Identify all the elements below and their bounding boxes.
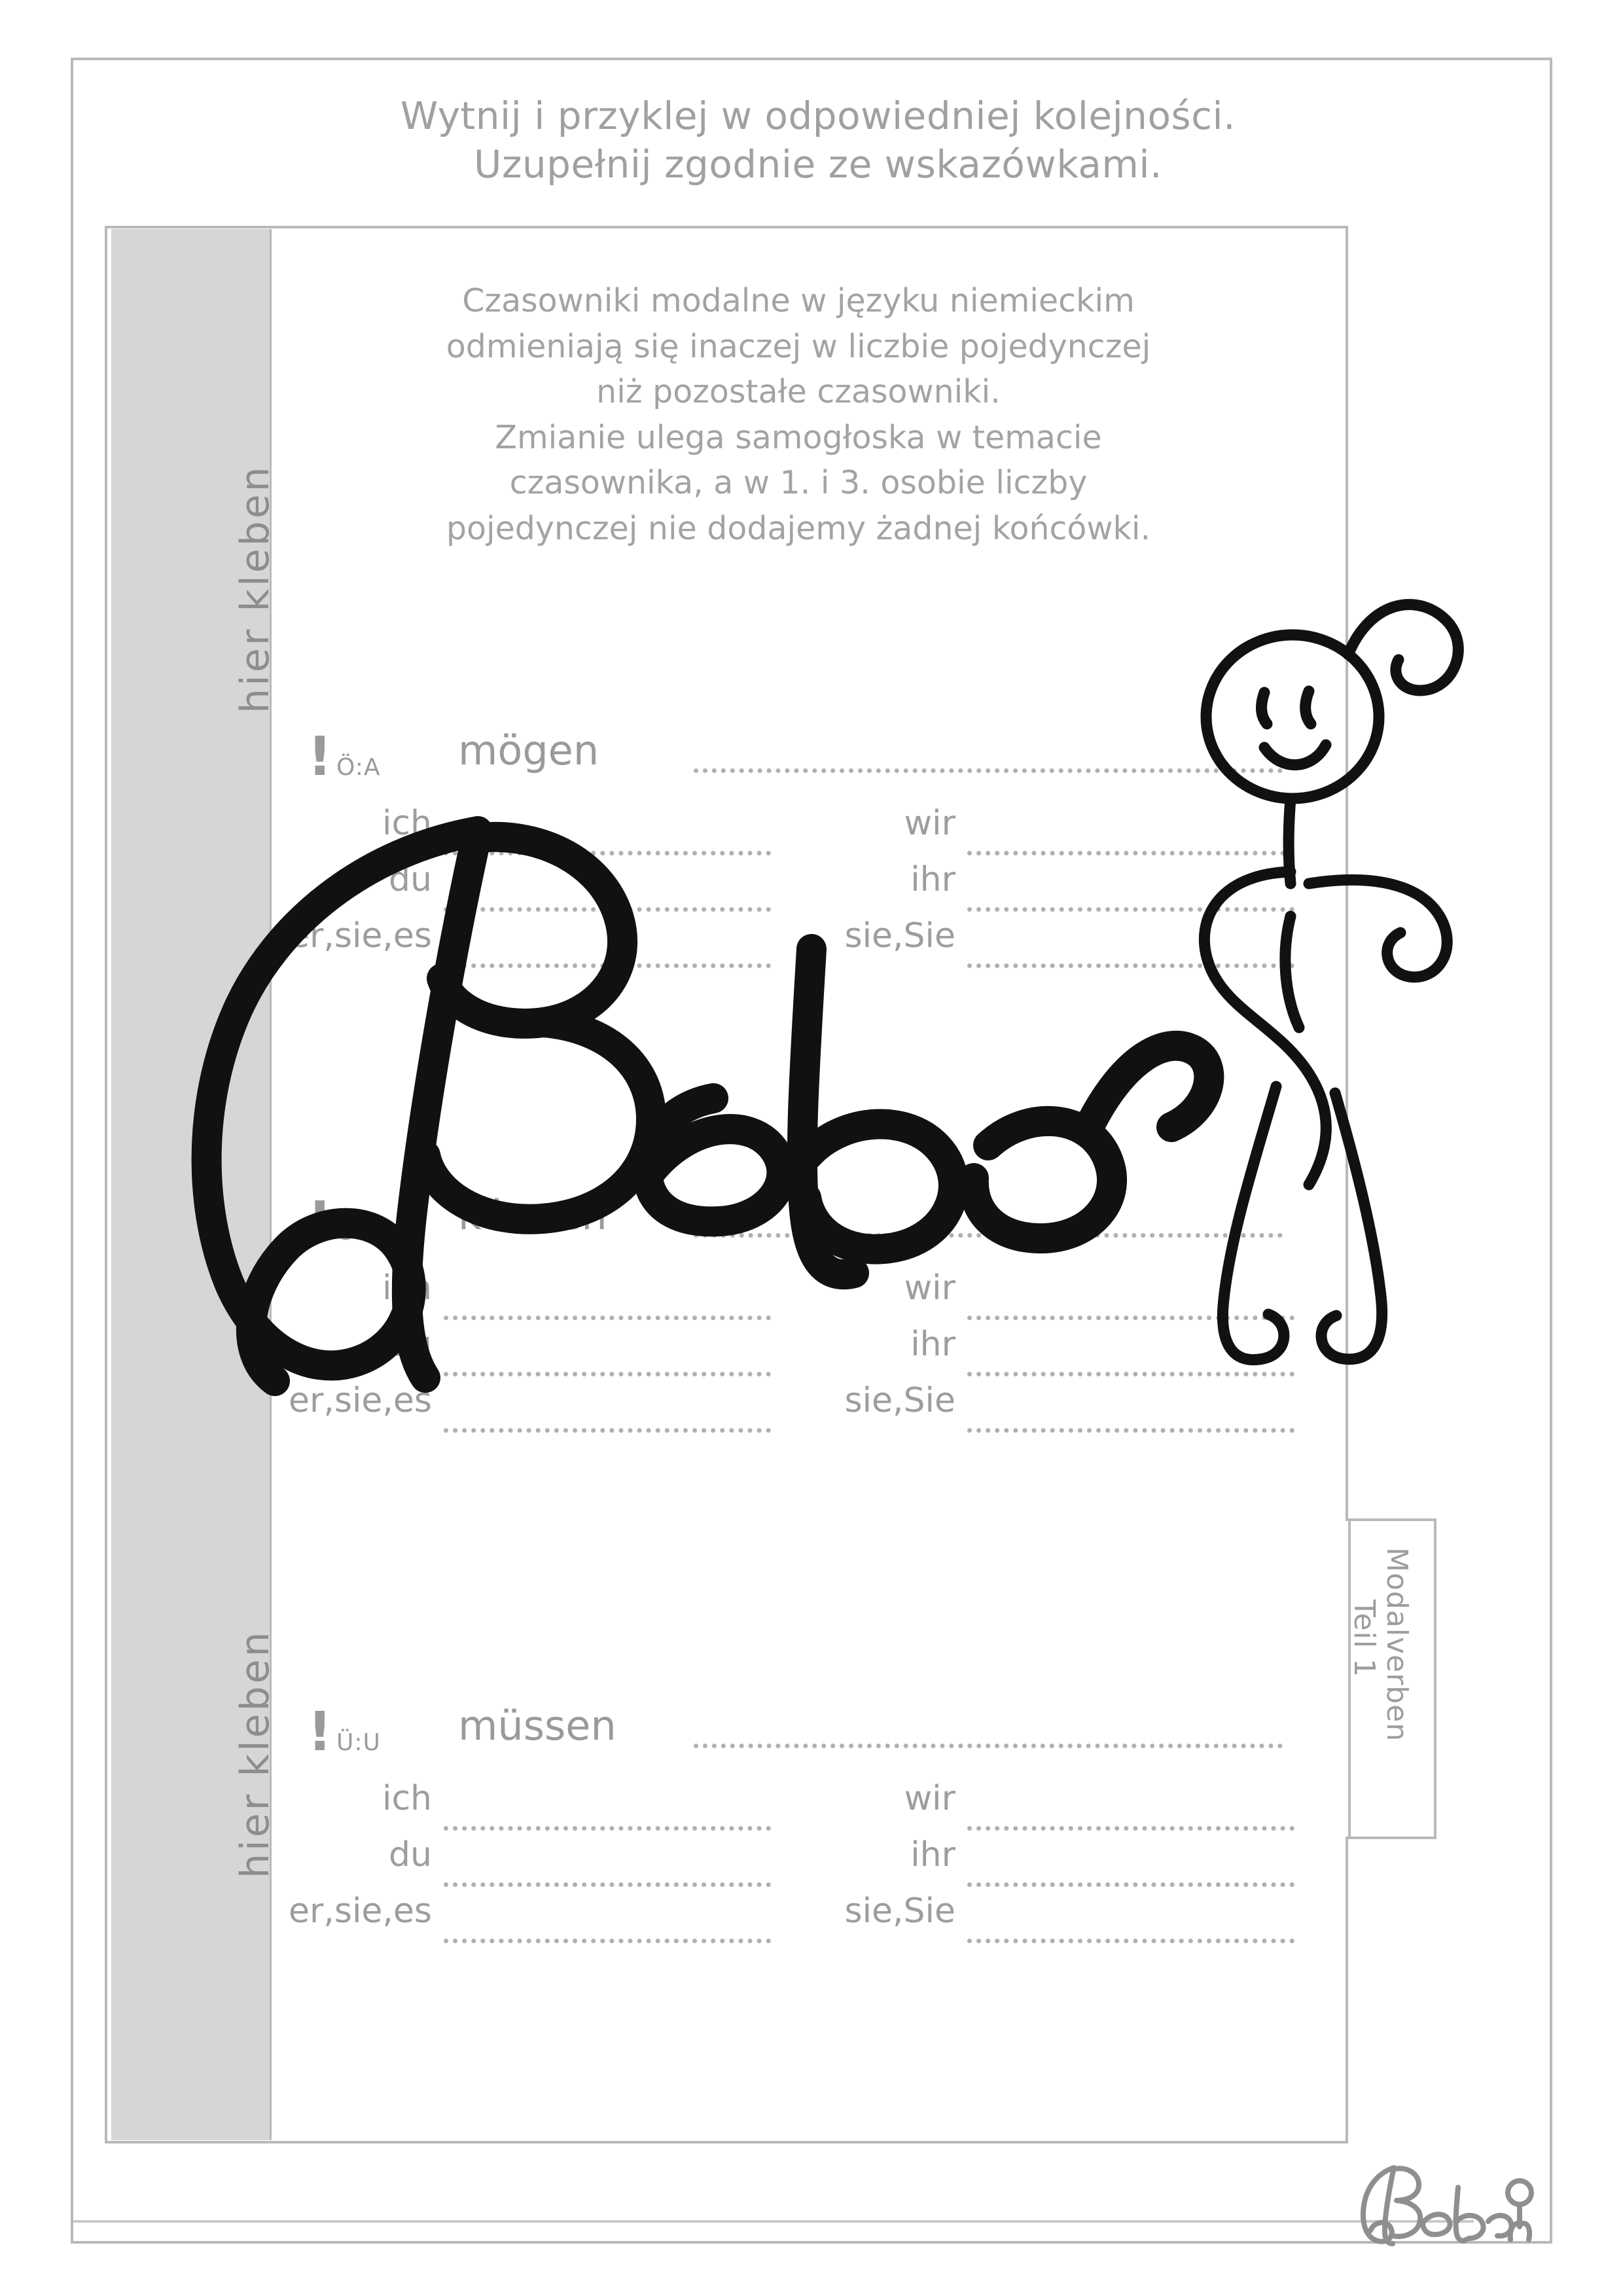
- answer-line[interactable]: [967, 1809, 1294, 1831]
- instructions-block: [196, 92, 1440, 188]
- answer-line[interactable]: [967, 1865, 1294, 1887]
- answer-line[interactable]: [444, 1809, 771, 1831]
- conjugation-rows: [281, 1779, 1309, 1948]
- vowel-hint: Ü:U: [336, 1729, 381, 1756]
- answer-line[interactable]: [444, 1865, 771, 1887]
- glue-label-top: hier kleben: [232, 464, 278, 713]
- conjugation-row: [281, 1835, 1309, 1892]
- glue-label-bottom: hier kleben: [232, 1629, 278, 1878]
- conjugation-rows: [281, 1268, 1309, 1437]
- conjugation-row: [281, 860, 1309, 916]
- intro-line-1: Czasowniki modalne w języku niemieckim: [462, 282, 1135, 319]
- answer-line[interactable]: [967, 834, 1294, 855]
- answer-line[interactable]: [444, 946, 771, 968]
- pronoun-label: sie,Sie: [844, 1892, 955, 1931]
- conjugation-row: [281, 804, 1309, 860]
- vowel-hint: Ö:A: [336, 754, 381, 781]
- pronoun-label: ich: [382, 1779, 432, 1818]
- pronoun-label: wir: [904, 1268, 955, 1308]
- pronoun-label: ihr: [910, 1325, 955, 1364]
- pronoun-label: sie,Sie: [844, 916, 955, 956]
- pronoun-label: er,sie,es: [288, 916, 432, 956]
- conjugation-row: [281, 1268, 1309, 1325]
- verb-title: mögen: [458, 726, 599, 774]
- pronoun-label: wir: [904, 804, 955, 843]
- verb-title: können: [458, 1191, 607, 1239]
- answer-line[interactable]: [444, 1299, 771, 1320]
- verb-header: [281, 1191, 1309, 1251]
- verb-block-moegen: [281, 726, 1309, 973]
- verb-block-koennen: [281, 1191, 1309, 1437]
- pronoun-label: du: [389, 1325, 432, 1364]
- answer-line[interactable]: [967, 946, 1294, 968]
- pronoun-label: ihr: [910, 860, 955, 899]
- pronoun-label: wir: [904, 1779, 955, 1818]
- pronoun-label: du: [389, 860, 432, 899]
- footer-divider: [73, 2220, 1474, 2223]
- conjugation-rows: [281, 804, 1309, 973]
- pronoun-label: er,sie,es: [288, 1892, 432, 1931]
- verb-block-muessen: [281, 1702, 1309, 1948]
- instruction-line-1: Wytnij i przyklej w odpowiedniej kolejności.: [400, 94, 1236, 138]
- answer-line[interactable]: [444, 1355, 771, 1376]
- verb-title-writing-line[interactable]: [694, 1720, 1283, 1748]
- verb-title-writing-line[interactable]: [694, 1210, 1283, 1238]
- answer-line[interactable]: [444, 1922, 771, 1943]
- side-tab-title: Modalverben: [1380, 1547, 1414, 1742]
- side-tab-subtitle: Teil 1: [1347, 1600, 1381, 1677]
- side-tab: [1348, 1518, 1436, 1839]
- verb-header: [281, 726, 1309, 787]
- intro-line-3: niż pozostałe czasowniki.: [596, 373, 1001, 411]
- instruction-line-2: Uzupełnij zgodnie ze wskazówkami.: [474, 142, 1162, 187]
- pronoun-label: ihr: [910, 1835, 955, 1874]
- intro-line-6: pojedynczej nie dodajemy żadnej końcówki.: [446, 509, 1151, 547]
- exclamation-icon: !: [308, 1191, 332, 1253]
- answer-line[interactable]: [967, 890, 1294, 912]
- vowel-hint: Ö:A: [336, 1219, 381, 1246]
- verb-header: [281, 1702, 1309, 1762]
- pronoun-label: er,sie,es: [288, 1381, 432, 1420]
- answer-line[interactable]: [967, 1299, 1294, 1320]
- pronoun-label: sie,Sie: [844, 1381, 955, 1420]
- answer-line[interactable]: [967, 1355, 1294, 1376]
- intro-line-2: odmieniają się inaczej w liczbie pojedynczej: [446, 327, 1151, 365]
- conjugation-row: [281, 1892, 1309, 1948]
- conjugation-row: [281, 1779, 1309, 1835]
- answer-line[interactable]: [967, 1922, 1294, 1943]
- conjugation-row: [281, 1325, 1309, 1381]
- pronoun-label: du: [389, 1835, 432, 1874]
- intro-line-4: Zmianie ulega samogłoska w temacie: [495, 418, 1102, 456]
- verb-title-writing-line[interactable]: [694, 745, 1283, 773]
- conjugation-row: [281, 916, 1309, 973]
- exclamation-icon: !: [308, 1701, 332, 1763]
- pronoun-label: ich: [382, 804, 432, 843]
- conjugation-row: [281, 1381, 1309, 1437]
- answer-line[interactable]: [967, 1411, 1294, 1433]
- pronoun-label: ich: [382, 1268, 432, 1308]
- answer-line[interactable]: [444, 1411, 771, 1433]
- intro-text: [281, 278, 1315, 551]
- answer-line[interactable]: [444, 890, 771, 912]
- exclamation-icon: !: [308, 726, 332, 788]
- answer-line[interactable]: [444, 834, 771, 855]
- intro-line-5: czasownika, a w 1. i 3. osobie liczby: [509, 464, 1088, 502]
- verb-title: müssen: [458, 1702, 616, 1749]
